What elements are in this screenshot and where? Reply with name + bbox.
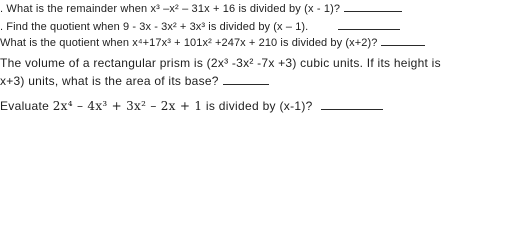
question-text: The volume of a rectangular prism is (2x³ -3x² -7x +3) cubic units. If its height is (0, 56, 441, 70)
answer-blank (338, 28, 400, 30)
question-quotient-quartic (0, 38, 425, 49)
question-quotient-cubic (0, 22, 400, 33)
question-remainder (0, 4, 402, 15)
question-text: What is the quotient when x⁴+17x³ + 101x² +247x + 210 is divided by (x+2)? (0, 37, 378, 49)
question-evaluate (0, 100, 383, 112)
answer-blank (344, 10, 402, 12)
question-text: . Find the quotient when 9 - 3x - 3x² + 3x³ is divided by (x – 1). (0, 21, 309, 33)
answer-blank (381, 44, 425, 46)
question-suffix: is divided by (x-1)? (205, 99, 313, 113)
answer-blank (223, 83, 269, 85)
answer-blank (321, 108, 383, 110)
question-prism-line-2 (0, 75, 269, 87)
question-prefix: Evaluate (0, 99, 50, 113)
question-text: . What is the remainder when x³ –x² – 31x + 16 is divided by (x - 1)? (0, 3, 341, 15)
question-text: x+3) units, what is the area of its base? (0, 74, 219, 88)
question-prism-line-1 (0, 57, 441, 69)
polynomial-expression: 2x⁴ – 4x³ + 3x² – 2x + 1 (52, 99, 203, 113)
